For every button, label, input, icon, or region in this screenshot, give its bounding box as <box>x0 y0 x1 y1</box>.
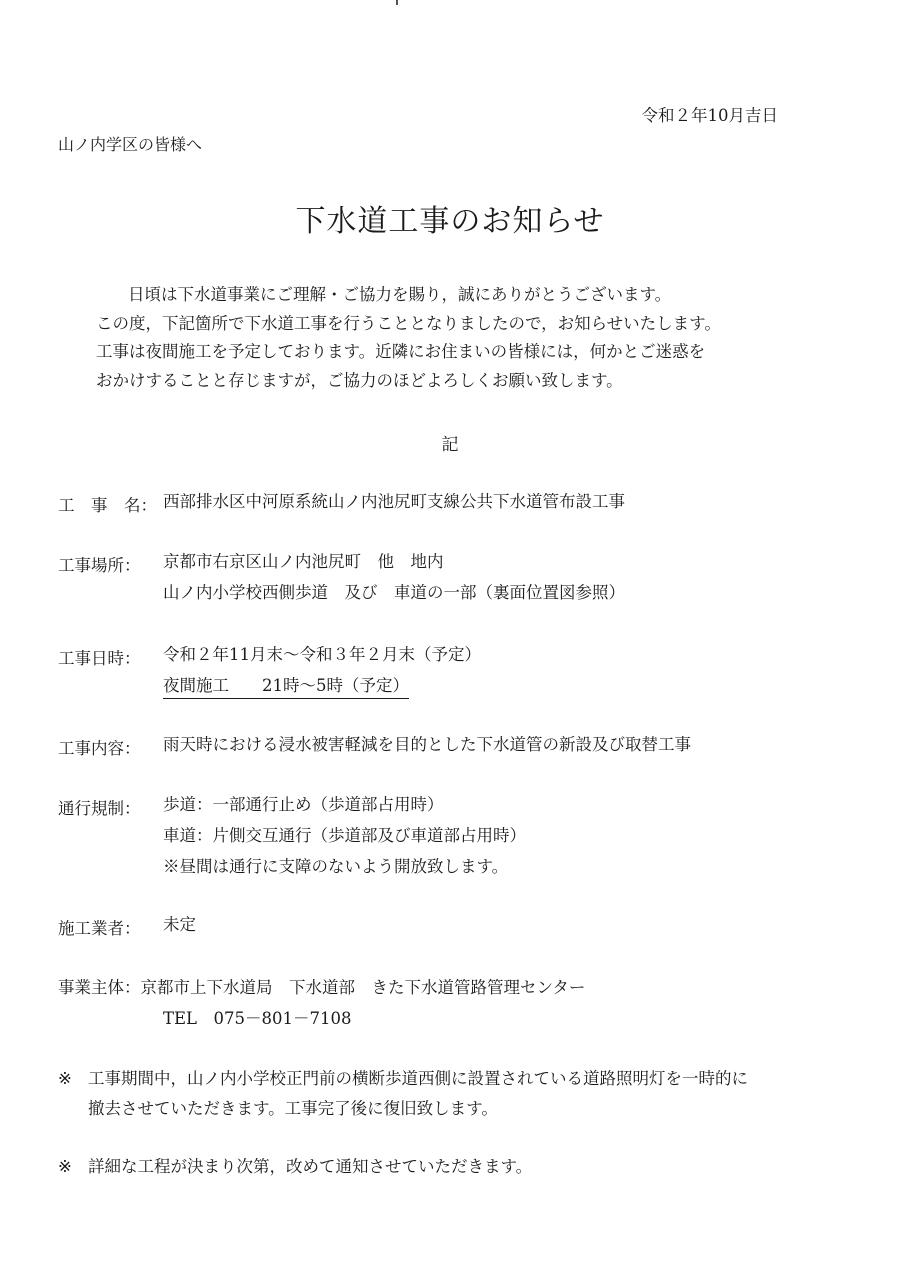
scan-artifact <box>396 0 398 5</box>
schedule-value <box>163 639 481 701</box>
note-mark: ※ <box>58 1069 72 1088</box>
label-construction-name: 工 事 名： <box>58 496 157 515</box>
ki-heading: 記 <box>441 435 459 455</box>
note-text: 詳細な工程が決まり次第，改めて通知させていただきます。 <box>88 1157 533 1176</box>
location-value <box>163 546 625 608</box>
location-line: 京都市右京区山ノ内池尻町 他 地内 <box>163 552 444 571</box>
note-1 <box>58 1064 748 1124</box>
contractor-value <box>163 909 196 940</box>
page-title: 下水道工事のお知らせ <box>295 204 605 239</box>
note-text-continued: 撤去させていただきます。工事完了後に復旧致します。 <box>88 1099 498 1118</box>
traffic-line: 車道：片側交互通行（歩道部及び車道部占用時） <box>163 826 526 845</box>
traffic-line: 歩道：一部通行止め（歩道部占用時） <box>163 795 444 814</box>
content-text: 雨天時における浸水被害軽減を目的とした下水道管の新設及び取替工事 <box>163 735 691 754</box>
construction-name-value <box>163 486 625 517</box>
organizer-text: 京都市上下水道局 下水道部 きた下水道管路管理センター <box>140 978 586 997</box>
intro-line: この度，下記箇所で下水道工事を行うこととなりましたので，お知らせいたします。 <box>96 313 721 333</box>
construction-name-text: 西部排水区中河原系統山ノ内池尻町支線公共下水道管布設工事 <box>163 492 625 511</box>
organizer-line <box>58 974 585 998</box>
intro-line: 日頃は下水道事業にご理解・ご協力を賜り，誠にありがとうございます。 <box>128 285 672 304</box>
organizer-tel: TEL 075－801－7108 <box>163 1009 352 1028</box>
note-mark: ※ <box>58 1157 72 1176</box>
issue-date: 令和２年10月吉日 <box>641 106 778 125</box>
label-schedule: 工事日時： <box>58 649 141 668</box>
note-2 <box>58 1152 532 1182</box>
note-text: 工事期間中，山ノ内小学校正門前の横断歩道西側に設置されている道路照明灯を一時的に <box>88 1069 748 1088</box>
label-contractor: 施工業者： <box>58 919 141 938</box>
label-content: 工事内容： <box>58 739 141 758</box>
label-traffic: 通行規制： <box>58 799 141 818</box>
traffic-line: ※昼間は通行に支障のないよう開放致します。 <box>163 857 509 876</box>
contractor-text: 未定 <box>163 915 196 934</box>
label-location: 工事場所： <box>58 556 141 575</box>
location-line: 山ノ内小学校西側歩道 及び 車道の一部（裏面位置図参照） <box>163 583 625 602</box>
intro-line: 工事は夜間施工を予定しております。近隣にお住まいの皆様には，何かとご迷惑を <box>96 342 706 361</box>
schedule-period: 令和２年11月末～令和３年２月末（予定） <box>163 645 481 664</box>
intro-line: おかけすることと存じますが，ご協力のほどよろしくお願い致します。 <box>96 370 623 390</box>
traffic-value <box>163 789 526 882</box>
schedule-night-hours: 夜間施工 21時～5時（予定） <box>163 675 409 699</box>
intro-paragraph <box>96 281 721 395</box>
content-value <box>163 729 691 760</box>
addressee: 山ノ内学区の皆様へ <box>58 135 203 154</box>
label-organizer: 事業主体： <box>58 978 141 997</box>
